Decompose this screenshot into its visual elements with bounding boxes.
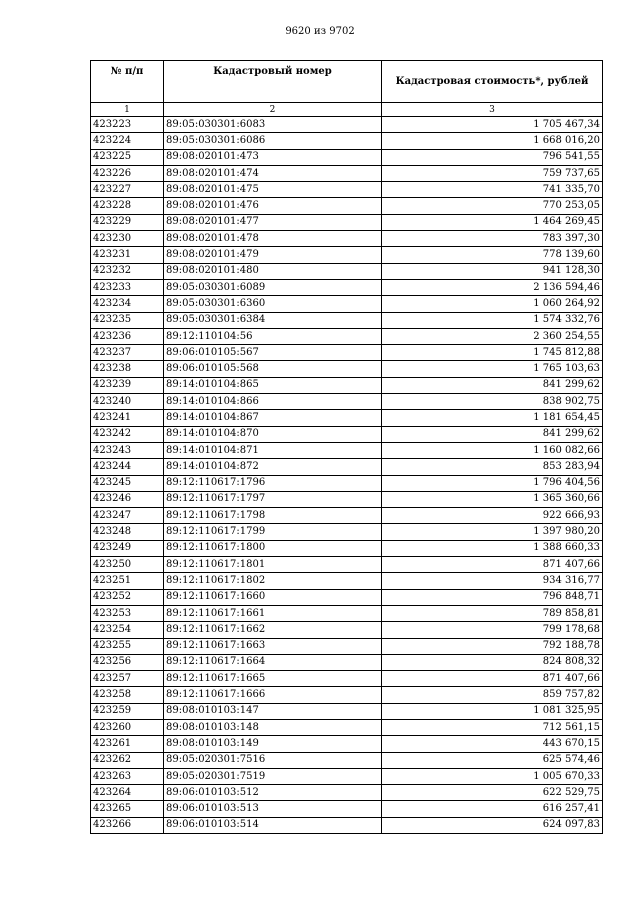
cadastral-number-cell: 89:05:030301:6086 xyxy=(164,133,382,149)
cadastral-number-cell: 89:08:020101:477 xyxy=(164,214,382,230)
cadastral-number-cell: 89:06:010105:568 xyxy=(164,361,382,377)
row-number-cell: 423237 xyxy=(91,345,164,361)
cadastral-value-cell: 799 178,68 xyxy=(382,622,603,638)
table-row xyxy=(91,654,603,670)
table-row xyxy=(91,182,603,198)
cadastral-value-cell: 624 097,83 xyxy=(382,817,603,833)
row-number-cell: 423242 xyxy=(91,426,164,442)
cadastral-value-cell: 1 574 332,76 xyxy=(382,312,603,328)
table-row xyxy=(91,671,603,687)
row-number-cell: 423249 xyxy=(91,540,164,556)
cadastral-value-cell: 2 360 254,55 xyxy=(382,328,603,344)
cadastral-value-cell: 443 670,15 xyxy=(382,736,603,752)
cadastral-value-cell: 922 666,93 xyxy=(382,508,603,524)
table-header-row xyxy=(91,61,603,103)
table-row xyxy=(91,491,603,507)
cadastral-value-cell: 824 808,32 xyxy=(382,654,603,670)
table-row xyxy=(91,475,603,491)
cadastral-number-cell: 89:05:020301:7516 xyxy=(164,752,382,768)
cadastral-value-cell: 770 253,05 xyxy=(382,198,603,214)
row-number-cell: 423254 xyxy=(91,622,164,638)
cadastral-number-cell: 89:08:020101:479 xyxy=(164,247,382,263)
row-number-cell: 423256 xyxy=(91,654,164,670)
column-index-1: 1 xyxy=(91,103,164,117)
cadastral-number-cell: 89:05:030301:6360 xyxy=(164,296,382,312)
row-number-cell: 423226 xyxy=(91,165,164,181)
row-number-cell: 423253 xyxy=(91,605,164,621)
cadastral-value-cell: 841 299,62 xyxy=(382,377,603,393)
table-row xyxy=(91,768,603,784)
cadastral-number-cell: 89:12:110617:1660 xyxy=(164,589,382,605)
cadastral-number-cell: 89:06:010103:514 xyxy=(164,817,382,833)
cadastral-number-cell: 89:12:110617:1662 xyxy=(164,622,382,638)
header-row-number: № п/п xyxy=(91,61,164,103)
cadastral-number-cell: 89:06:010103:513 xyxy=(164,801,382,817)
cadastral-value-cell: 841 299,62 xyxy=(382,426,603,442)
table-row xyxy=(91,133,603,149)
row-number-cell: 423248 xyxy=(91,524,164,540)
table-row xyxy=(91,247,603,263)
cadastral-value-cell: 783 397,30 xyxy=(382,231,603,247)
table-row xyxy=(91,736,603,752)
table-row xyxy=(91,622,603,638)
row-number-cell: 423264 xyxy=(91,785,164,801)
table-row xyxy=(91,117,603,133)
cadastral-value-cell: 1 388 660,33 xyxy=(382,540,603,556)
table-row xyxy=(91,345,603,361)
cadastral-value-table xyxy=(90,60,603,834)
cadastral-value-cell: 1 705 467,34 xyxy=(382,117,603,133)
cadastral-value-cell: 859 757,82 xyxy=(382,687,603,703)
cadastral-value-cell: 1 668 016,20 xyxy=(382,133,603,149)
cadastral-number-cell: 89:12:110617:1801 xyxy=(164,557,382,573)
row-number-cell: 423241 xyxy=(91,410,164,426)
cadastral-number-cell: 89:08:010103:147 xyxy=(164,703,382,719)
cadastral-number-cell: 89:05:030301:6384 xyxy=(164,312,382,328)
cadastral-number-cell: 89:14:010104:870 xyxy=(164,426,382,442)
row-number-cell: 423236 xyxy=(91,328,164,344)
cadastral-number-cell: 89:12:110617:1797 xyxy=(164,491,382,507)
cadastral-number-cell: 89:12:110617:1796 xyxy=(164,475,382,491)
row-number-cell: 423245 xyxy=(91,475,164,491)
table-row xyxy=(91,394,603,410)
cadastral-number-cell: 89:12:110617:1799 xyxy=(164,524,382,540)
table-row xyxy=(91,703,603,719)
cadastral-value-cell: 796 848,71 xyxy=(382,589,603,605)
table-row xyxy=(91,214,603,230)
cadastral-value-cell: 796 541,55 xyxy=(382,149,603,165)
table-row xyxy=(91,589,603,605)
table-body xyxy=(91,117,603,834)
row-number-cell: 423232 xyxy=(91,263,164,279)
row-number-cell: 423255 xyxy=(91,638,164,654)
table-row xyxy=(91,719,603,735)
cadastral-value-cell: 1 005 670,33 xyxy=(382,768,603,784)
table-row xyxy=(91,638,603,654)
cadastral-number-cell: 89:08:020101:476 xyxy=(164,198,382,214)
table-row xyxy=(91,801,603,817)
cadastral-value-cell: 838 902,75 xyxy=(382,394,603,410)
cadastral-value-cell: 1 796 404,56 xyxy=(382,475,603,491)
cadastral-value-cell: 1 181 654,45 xyxy=(382,410,603,426)
cadastral-value-cell: 2 136 594,46 xyxy=(382,279,603,295)
cadastral-number-cell: 89:12:110617:1664 xyxy=(164,654,382,670)
row-number-cell: 423244 xyxy=(91,459,164,475)
row-number-cell: 423240 xyxy=(91,394,164,410)
cadastral-value-cell: 1 160 082,66 xyxy=(382,442,603,458)
table-row xyxy=(91,312,603,328)
row-number-cell: 423260 xyxy=(91,719,164,735)
row-number-cell: 423230 xyxy=(91,231,164,247)
cadastral-number-cell: 89:05:020301:7519 xyxy=(164,768,382,784)
cadastral-value-cell: 1 081 325,95 xyxy=(382,703,603,719)
table-row xyxy=(91,377,603,393)
cadastral-value-cell: 759 737,65 xyxy=(382,165,603,181)
cadastral-number-cell: 89:08:010103:148 xyxy=(164,719,382,735)
cadastral-number-cell: 89:12:110617:1666 xyxy=(164,687,382,703)
row-number-cell: 423246 xyxy=(91,491,164,507)
cadastral-value-cell: 792 188,78 xyxy=(382,638,603,654)
cadastral-number-cell: 89:08:010103:149 xyxy=(164,736,382,752)
table-row xyxy=(91,752,603,768)
cadastral-number-cell: 89:06:010103:512 xyxy=(164,785,382,801)
table-row xyxy=(91,573,603,589)
row-number-cell: 423262 xyxy=(91,752,164,768)
cadastral-value-cell: 934 316,77 xyxy=(382,573,603,589)
table-row xyxy=(91,296,603,312)
row-number-cell: 423225 xyxy=(91,149,164,165)
page-number-header: 9620 из 9702 xyxy=(285,26,355,37)
column-index-3: 3 xyxy=(382,103,603,117)
cadastral-number-cell: 89:05:030301:6089 xyxy=(164,279,382,295)
table-row xyxy=(91,361,603,377)
row-number-cell: 423247 xyxy=(91,508,164,524)
cadastral-value-cell: 1 365 360,66 xyxy=(382,491,603,507)
table-row xyxy=(91,328,603,344)
column-index-row xyxy=(91,103,603,117)
cadastral-value-cell: 853 283,94 xyxy=(382,459,603,475)
cadastral-number-cell: 89:12:110617:1800 xyxy=(164,540,382,556)
table-row xyxy=(91,231,603,247)
row-number-cell: 423227 xyxy=(91,182,164,198)
header-cadastral-value: Кадастровая стоимость*, рублей xyxy=(382,61,603,103)
cadastral-value-cell: 625 574,46 xyxy=(382,752,603,768)
cadastral-value-cell: 1 745 812,88 xyxy=(382,345,603,361)
row-number-cell: 423224 xyxy=(91,133,164,149)
cadastral-number-cell: 89:08:020101:473 xyxy=(164,149,382,165)
table-row xyxy=(91,508,603,524)
table-row xyxy=(91,279,603,295)
cadastral-number-cell: 89:12:110617:1663 xyxy=(164,638,382,654)
row-number-cell: 423258 xyxy=(91,687,164,703)
table-row xyxy=(91,540,603,556)
row-number-cell: 423223 xyxy=(91,117,164,133)
row-number-cell: 423266 xyxy=(91,817,164,833)
cadastral-value-cell: 712 561,15 xyxy=(382,719,603,735)
row-number-cell: 423265 xyxy=(91,801,164,817)
cadastral-number-cell: 89:14:010104:867 xyxy=(164,410,382,426)
cadastral-number-cell: 89:14:010104:865 xyxy=(164,377,382,393)
cadastral-number-cell: 89:12:110617:1665 xyxy=(164,671,382,687)
table-row xyxy=(91,165,603,181)
cadastral-value-cell: 941 128,30 xyxy=(382,263,603,279)
cadastral-number-cell: 89:12:110617:1798 xyxy=(164,508,382,524)
cadastral-number-cell: 89:08:020101:480 xyxy=(164,263,382,279)
table-row xyxy=(91,426,603,442)
row-number-cell: 423261 xyxy=(91,736,164,752)
cadastral-number-cell: 89:14:010104:871 xyxy=(164,442,382,458)
cadastral-number-cell: 89:08:020101:474 xyxy=(164,165,382,181)
table-row xyxy=(91,557,603,573)
cadastral-value-cell: 616 257,41 xyxy=(382,801,603,817)
cadastral-value-cell: 871 407,66 xyxy=(382,671,603,687)
cadastral-value-cell: 871 407,66 xyxy=(382,557,603,573)
table-row xyxy=(91,687,603,703)
table-row xyxy=(91,410,603,426)
row-number-cell: 423233 xyxy=(91,279,164,295)
cadastral-value-cell: 778 139,60 xyxy=(382,247,603,263)
table-row xyxy=(91,785,603,801)
cadastral-number-cell: 89:14:010104:866 xyxy=(164,394,382,410)
table-row xyxy=(91,524,603,540)
row-number-cell: 423251 xyxy=(91,573,164,589)
row-number-cell: 423259 xyxy=(91,703,164,719)
row-number-cell: 423235 xyxy=(91,312,164,328)
column-index-2: 2 xyxy=(164,103,382,117)
table-row xyxy=(91,605,603,621)
row-number-cell: 423234 xyxy=(91,296,164,312)
cadastral-number-cell: 89:06:010105:567 xyxy=(164,345,382,361)
cadastral-number-cell: 89:08:020101:475 xyxy=(164,182,382,198)
cadastral-number-cell: 89:12:110617:1802 xyxy=(164,573,382,589)
cadastral-value-cell: 1 397 980,20 xyxy=(382,524,603,540)
table-row xyxy=(91,198,603,214)
cadastral-number-cell: 89:08:020101:478 xyxy=(164,231,382,247)
row-number-cell: 423243 xyxy=(91,442,164,458)
cadastral-value-cell: 1 464 269,45 xyxy=(382,214,603,230)
table-row xyxy=(91,442,603,458)
cadastral-number-cell: 89:12:110104:56 xyxy=(164,328,382,344)
table-row xyxy=(91,263,603,279)
cadastral-value-cell: 1 060 264,92 xyxy=(382,296,603,312)
cadastral-number-cell: 89:12:110617:1661 xyxy=(164,605,382,621)
table-row xyxy=(91,149,603,165)
row-number-cell: 423238 xyxy=(91,361,164,377)
table-row xyxy=(91,459,603,475)
cadastral-value-cell: 741 335,70 xyxy=(382,182,603,198)
row-number-cell: 423252 xyxy=(91,589,164,605)
table-row xyxy=(91,817,603,833)
row-number-cell: 423250 xyxy=(91,557,164,573)
cadastral-value-cell: 622 529,75 xyxy=(382,785,603,801)
row-number-cell: 423257 xyxy=(91,671,164,687)
row-number-cell: 423231 xyxy=(91,247,164,263)
header-cadastral-number: Кадастровый номер xyxy=(164,61,382,103)
row-number-cell: 423263 xyxy=(91,768,164,784)
row-number-cell: 423239 xyxy=(91,377,164,393)
cadastral-value-cell: 1 765 103,63 xyxy=(382,361,603,377)
cadastral-number-cell: 89:14:010104:872 xyxy=(164,459,382,475)
cadastral-number-cell: 89:05:030301:6083 xyxy=(164,117,382,133)
row-number-cell: 423228 xyxy=(91,198,164,214)
row-number-cell: 423229 xyxy=(91,214,164,230)
cadastral-value-cell: 789 858,81 xyxy=(382,605,603,621)
